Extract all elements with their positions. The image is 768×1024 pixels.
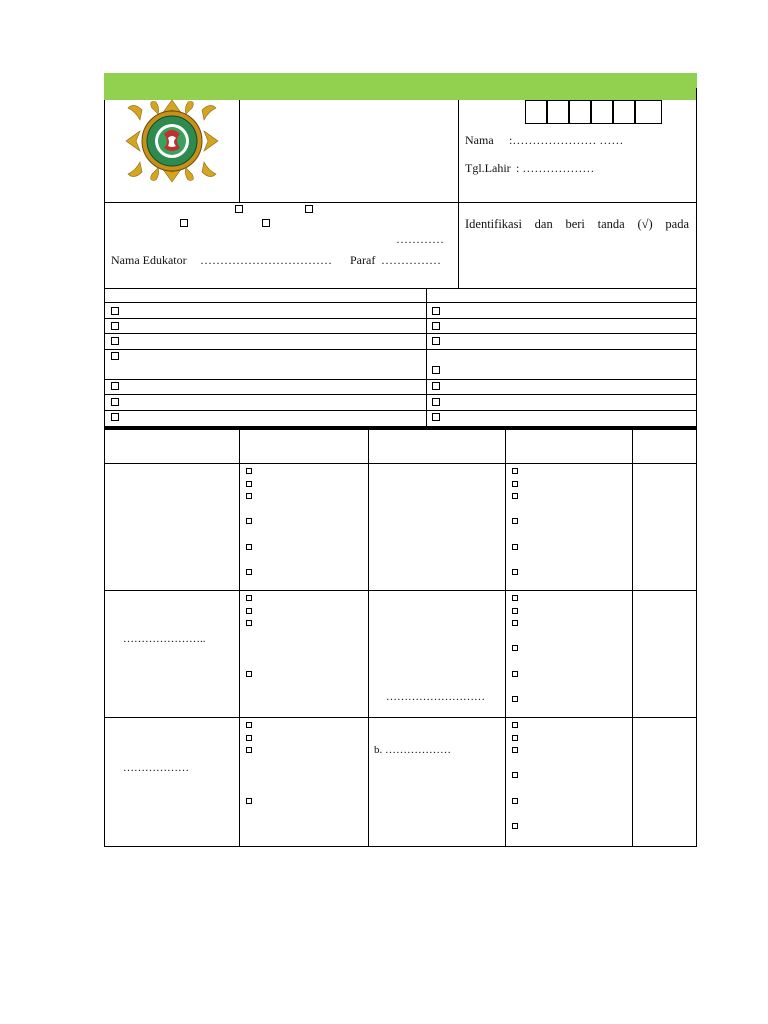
nama-label: Nama bbox=[465, 133, 494, 147]
checkbox[interactable] bbox=[246, 481, 252, 487]
frame-left bbox=[104, 430, 105, 846]
frame-right bbox=[696, 88, 697, 428]
checkbox[interactable] bbox=[246, 569, 252, 575]
divider bbox=[104, 379, 697, 380]
educator-name-field[interactable]: …………………………… bbox=[200, 253, 332, 267]
id-digit-box[interactable] bbox=[547, 100, 569, 124]
checkbox[interactable] bbox=[512, 823, 518, 829]
id-digit-box[interactable] bbox=[635, 100, 662, 124]
checkbox[interactable] bbox=[246, 671, 252, 677]
id-digit-box[interactable] bbox=[525, 100, 547, 124]
checkbox[interactable] bbox=[512, 544, 518, 550]
divider bbox=[104, 302, 697, 303]
divider bbox=[505, 430, 506, 846]
checkbox[interactable] bbox=[432, 307, 440, 315]
divider bbox=[239, 100, 240, 202]
checkbox[interactable] bbox=[246, 620, 252, 626]
checkbox[interactable] bbox=[246, 544, 252, 550]
checkbox[interactable] bbox=[432, 382, 440, 390]
divider bbox=[104, 333, 697, 334]
checkbox[interactable] bbox=[246, 493, 252, 499]
paraf-label: Paraf bbox=[350, 253, 376, 267]
checkbox[interactable] bbox=[512, 722, 518, 728]
educator-dots: ………… bbox=[396, 232, 444, 246]
row2-field[interactable]: ………………….. bbox=[123, 633, 206, 645]
checkbox[interactable] bbox=[512, 671, 518, 677]
checkbox[interactable] bbox=[432, 366, 440, 374]
checkbox[interactable] bbox=[111, 322, 119, 330]
checkbox[interactable] bbox=[512, 518, 518, 524]
divider bbox=[104, 394, 697, 395]
checkbox[interactable] bbox=[512, 735, 518, 741]
frame-right bbox=[696, 430, 697, 846]
checkbox[interactable] bbox=[111, 413, 119, 421]
checkbox[interactable] bbox=[512, 772, 518, 778]
checkbox[interactable] bbox=[246, 798, 252, 804]
divider bbox=[104, 349, 697, 350]
row3-field[interactable]: ……………… bbox=[123, 762, 189, 774]
divider bbox=[104, 463, 697, 464]
tgl-lahir-value[interactable]: : ……………… bbox=[516, 161, 595, 175]
instruction-text: Identifikasi dan beri tanda (√) pada bbox=[465, 217, 689, 231]
checkbox[interactable] bbox=[512, 569, 518, 575]
divider bbox=[104, 202, 697, 203]
header-bar bbox=[104, 73, 697, 100]
checkbox[interactable] bbox=[512, 798, 518, 804]
nama-value[interactable]: :………………… …… bbox=[509, 133, 624, 147]
checkbox[interactable] bbox=[111, 352, 119, 360]
checkbox[interactable] bbox=[512, 608, 518, 614]
checkbox[interactable] bbox=[246, 468, 252, 474]
divider bbox=[368, 430, 369, 846]
divider bbox=[104, 717, 697, 718]
divider bbox=[632, 430, 633, 846]
divider bbox=[104, 846, 697, 847]
divider bbox=[104, 590, 697, 591]
row2-col3-field[interactable]: ……………………… bbox=[386, 691, 485, 703]
checkbox[interactable] bbox=[111, 382, 119, 390]
checkbox[interactable] bbox=[246, 595, 252, 601]
checkbox[interactable] bbox=[512, 468, 518, 474]
id-digit-box[interactable] bbox=[591, 100, 613, 124]
checkbox[interactable] bbox=[246, 608, 252, 614]
paraf-field[interactable]: …………… bbox=[381, 253, 441, 267]
checkbox[interactable] bbox=[111, 337, 119, 345]
divider bbox=[104, 410, 697, 411]
checkbox[interactable] bbox=[432, 337, 440, 345]
checkbox[interactable] bbox=[262, 219, 270, 227]
divider bbox=[239, 430, 240, 846]
divider bbox=[458, 100, 459, 288]
checkbox[interactable] bbox=[512, 696, 518, 702]
checkbox[interactable] bbox=[432, 322, 440, 330]
checkbox[interactable] bbox=[512, 481, 518, 487]
checkbox[interactable] bbox=[235, 205, 243, 213]
checkbox[interactable] bbox=[512, 493, 518, 499]
checkbox[interactable] bbox=[246, 735, 252, 741]
tgl-lahir-label: Tgl.Lahir bbox=[465, 161, 511, 175]
id-digit-box[interactable] bbox=[569, 100, 591, 124]
educator-name-label: Nama Edukator bbox=[111, 253, 187, 267]
checkbox[interactable] bbox=[512, 645, 518, 651]
divider bbox=[104, 318, 697, 319]
checkbox[interactable] bbox=[512, 620, 518, 626]
checkbox[interactable] bbox=[111, 398, 119, 406]
row3-col3-field[interactable]: b. ……………… bbox=[374, 744, 451, 756]
divider bbox=[104, 288, 697, 289]
checkbox[interactable] bbox=[246, 722, 252, 728]
checkbox[interactable] bbox=[432, 398, 440, 406]
checkbox[interactable] bbox=[512, 595, 518, 601]
hospital-emblem-icon bbox=[124, 98, 220, 184]
checkbox[interactable] bbox=[512, 747, 518, 753]
checkbox[interactable] bbox=[432, 413, 440, 421]
checkbox[interactable] bbox=[246, 747, 252, 753]
checkbox[interactable] bbox=[305, 205, 313, 213]
id-digit-box[interactable] bbox=[613, 100, 635, 124]
checkbox[interactable] bbox=[111, 307, 119, 315]
checkbox[interactable] bbox=[180, 219, 188, 227]
divider bbox=[426, 288, 427, 428]
checkbox[interactable] bbox=[246, 518, 252, 524]
thick-divider bbox=[104, 426, 697, 430]
